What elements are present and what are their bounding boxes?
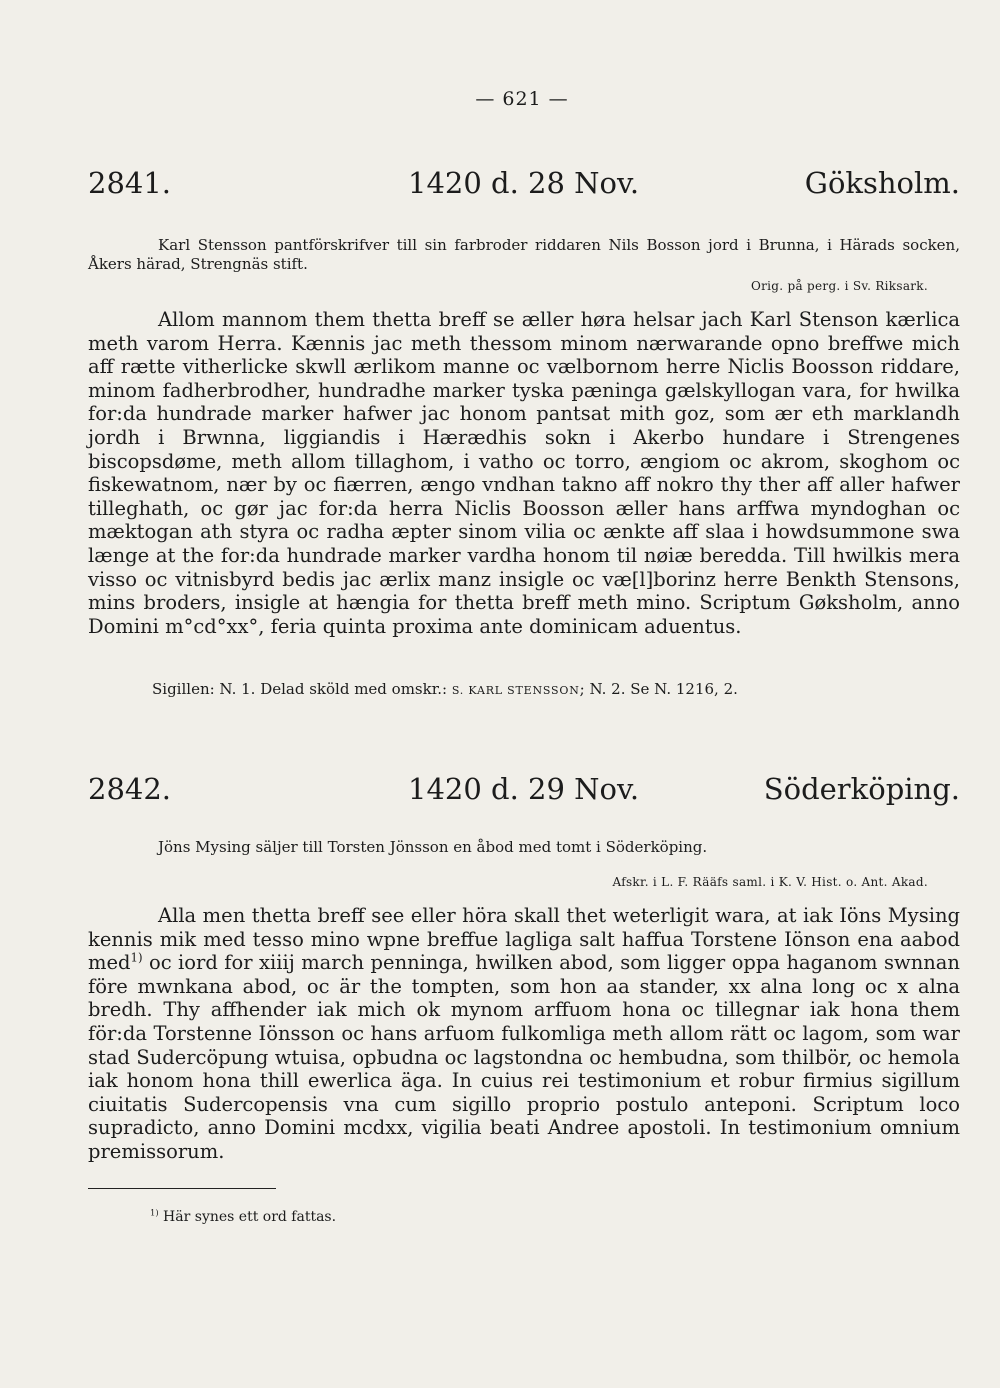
- doc-place: Göksholm.: [804, 166, 960, 200]
- footnote-divider: [88, 1188, 276, 1189]
- doc-source-2842: Afskr. i L. F. Rääfs saml. i K. V. Hist. o. Ant. Akad.: [612, 875, 928, 889]
- doc-text-2841: [88, 308, 960, 638]
- doc-date: 1420 d. 28 Nov.: [408, 166, 640, 200]
- summary-text: Jöns Mysing säljer till Torsten Jönsson en åbod med tomt i Söderköping.: [158, 838, 708, 856]
- doc-number: 2841.: [88, 166, 172, 200]
- footnote-mark: 1): [150, 1207, 159, 1218]
- summary-text: Karl Stensson pantförskrifver till sin farbroder riddaren Nils Bosson jord i Brunna, i Härads socken, Åkers härad, Strengnäs stift.: [88, 236, 960, 273]
- seal-description: Sigillen: N. 1. Delad sköld med omskr.: S. KARL STENSSON; N. 2. Se N. 1216, 2.: [152, 680, 738, 698]
- footnote: [150, 1208, 336, 1226]
- footnote-text: Här synes ett ord fattas.: [158, 1209, 337, 1225]
- doc-number: 2842.: [88, 772, 172, 806]
- body-text: Allom mannom them thetta breff se æller høra helsar jach Karl Stenson kærlica meth varom Herra. Kænnis jac meth thessom minom nærwarande opno breffwe mich aff rætte vitherlicke skwll ærlikom manne oc vælbornom herre Niclis Boosson riddare, minom fadherbrodher, hundradhe marker tyska pæninga gælskyllogan vara, for hwilka for:da hundrade marker hafwer jac honom pantsat mith goz, som ær eth marklandh jordh i Brwnna, liggiandis i Hærædhis sokn i Akerbo hundare i Strengenes biscopsdøme, meth allom tillaghom, i vatho oc torro, ængiom oc akrom, skoghom oc fiskewatnom, nær by oc fiærren, ængo vndhan takno aff nokro thy ther aff aller hafwer tilleghath, oc gør jac for:da herra Niclis Boosson æller hans arffwa myndoghan oc mæktogan ath styra oc radha æpter sinom vilia oc ænkte aff slaa i howdsummone swa længe at the for:da hundrade marker vardha honom til nøiæ beredda. Till hwilkis mera visso oc vitnisbyrd bedis jac ærlix manz insigle oc væ[l]borinz herre Benkth Stensons, mins broders, insigle at hængia for thetta breff meth mino. Scriptum Gøksholm, anno Domini m°cd°xx°, feria quinta proxima ante dominicam aduentus.: [88, 308, 960, 638]
- doc-header-2842: [88, 772, 960, 806]
- doc-place: Söderköping.: [763, 772, 960, 806]
- doc-text-2842: Alla men thetta breff see eller höra skall thet weterligit wara, at iak Iöns Mysing kennis mik med tesso mino wpne breffue lagliga salt haffua Torstene Iönson ena aabod med$^{1)}$ oc iord for xiiij march penninga, hwilken abod, som ligger oppa haganom swnnan före mwnkana abod, oc är the tompten, som hon aa stander, xx alna long oc x alna bredh. Thy affhender iak mich ok mynom arffuom hona oc tillegnar iak hona them för:da Torstenne Iönsson oc hans arfuom fulkomliga meth allom rätt oc lagom, som war stad Sudercöpung wtuisa, opbudna oc lagstondna oc hembudna, som thilbör, oc hemola iak honom hona thill ewerlica äga. In cuius rei testimonium et robur firmius sigillum ciuitatis Sudercopensis vna cum sigillo proprio postulo anteponi. Scriptum loco supradicto, anno Domini mcdxx, vigilia beati Andree apostoli. In testimonium omnium premissorum.: [88, 904, 960, 1163]
- footnote-ref[interactable]: 1): [130, 950, 143, 965]
- page-number: — 621 —: [475, 88, 569, 110]
- doc-summary-2841: [88, 236, 960, 274]
- doc-summary-2842: [88, 838, 960, 857]
- seal-inscription: S. KARL STENSSON: [451, 684, 580, 697]
- doc-date: 1420 d. 29 Nov.: [408, 772, 640, 806]
- doc-header-2841: [88, 166, 960, 200]
- doc-source-2841: Orig. på perg. i Sv. Riksark.: [750, 279, 928, 293]
